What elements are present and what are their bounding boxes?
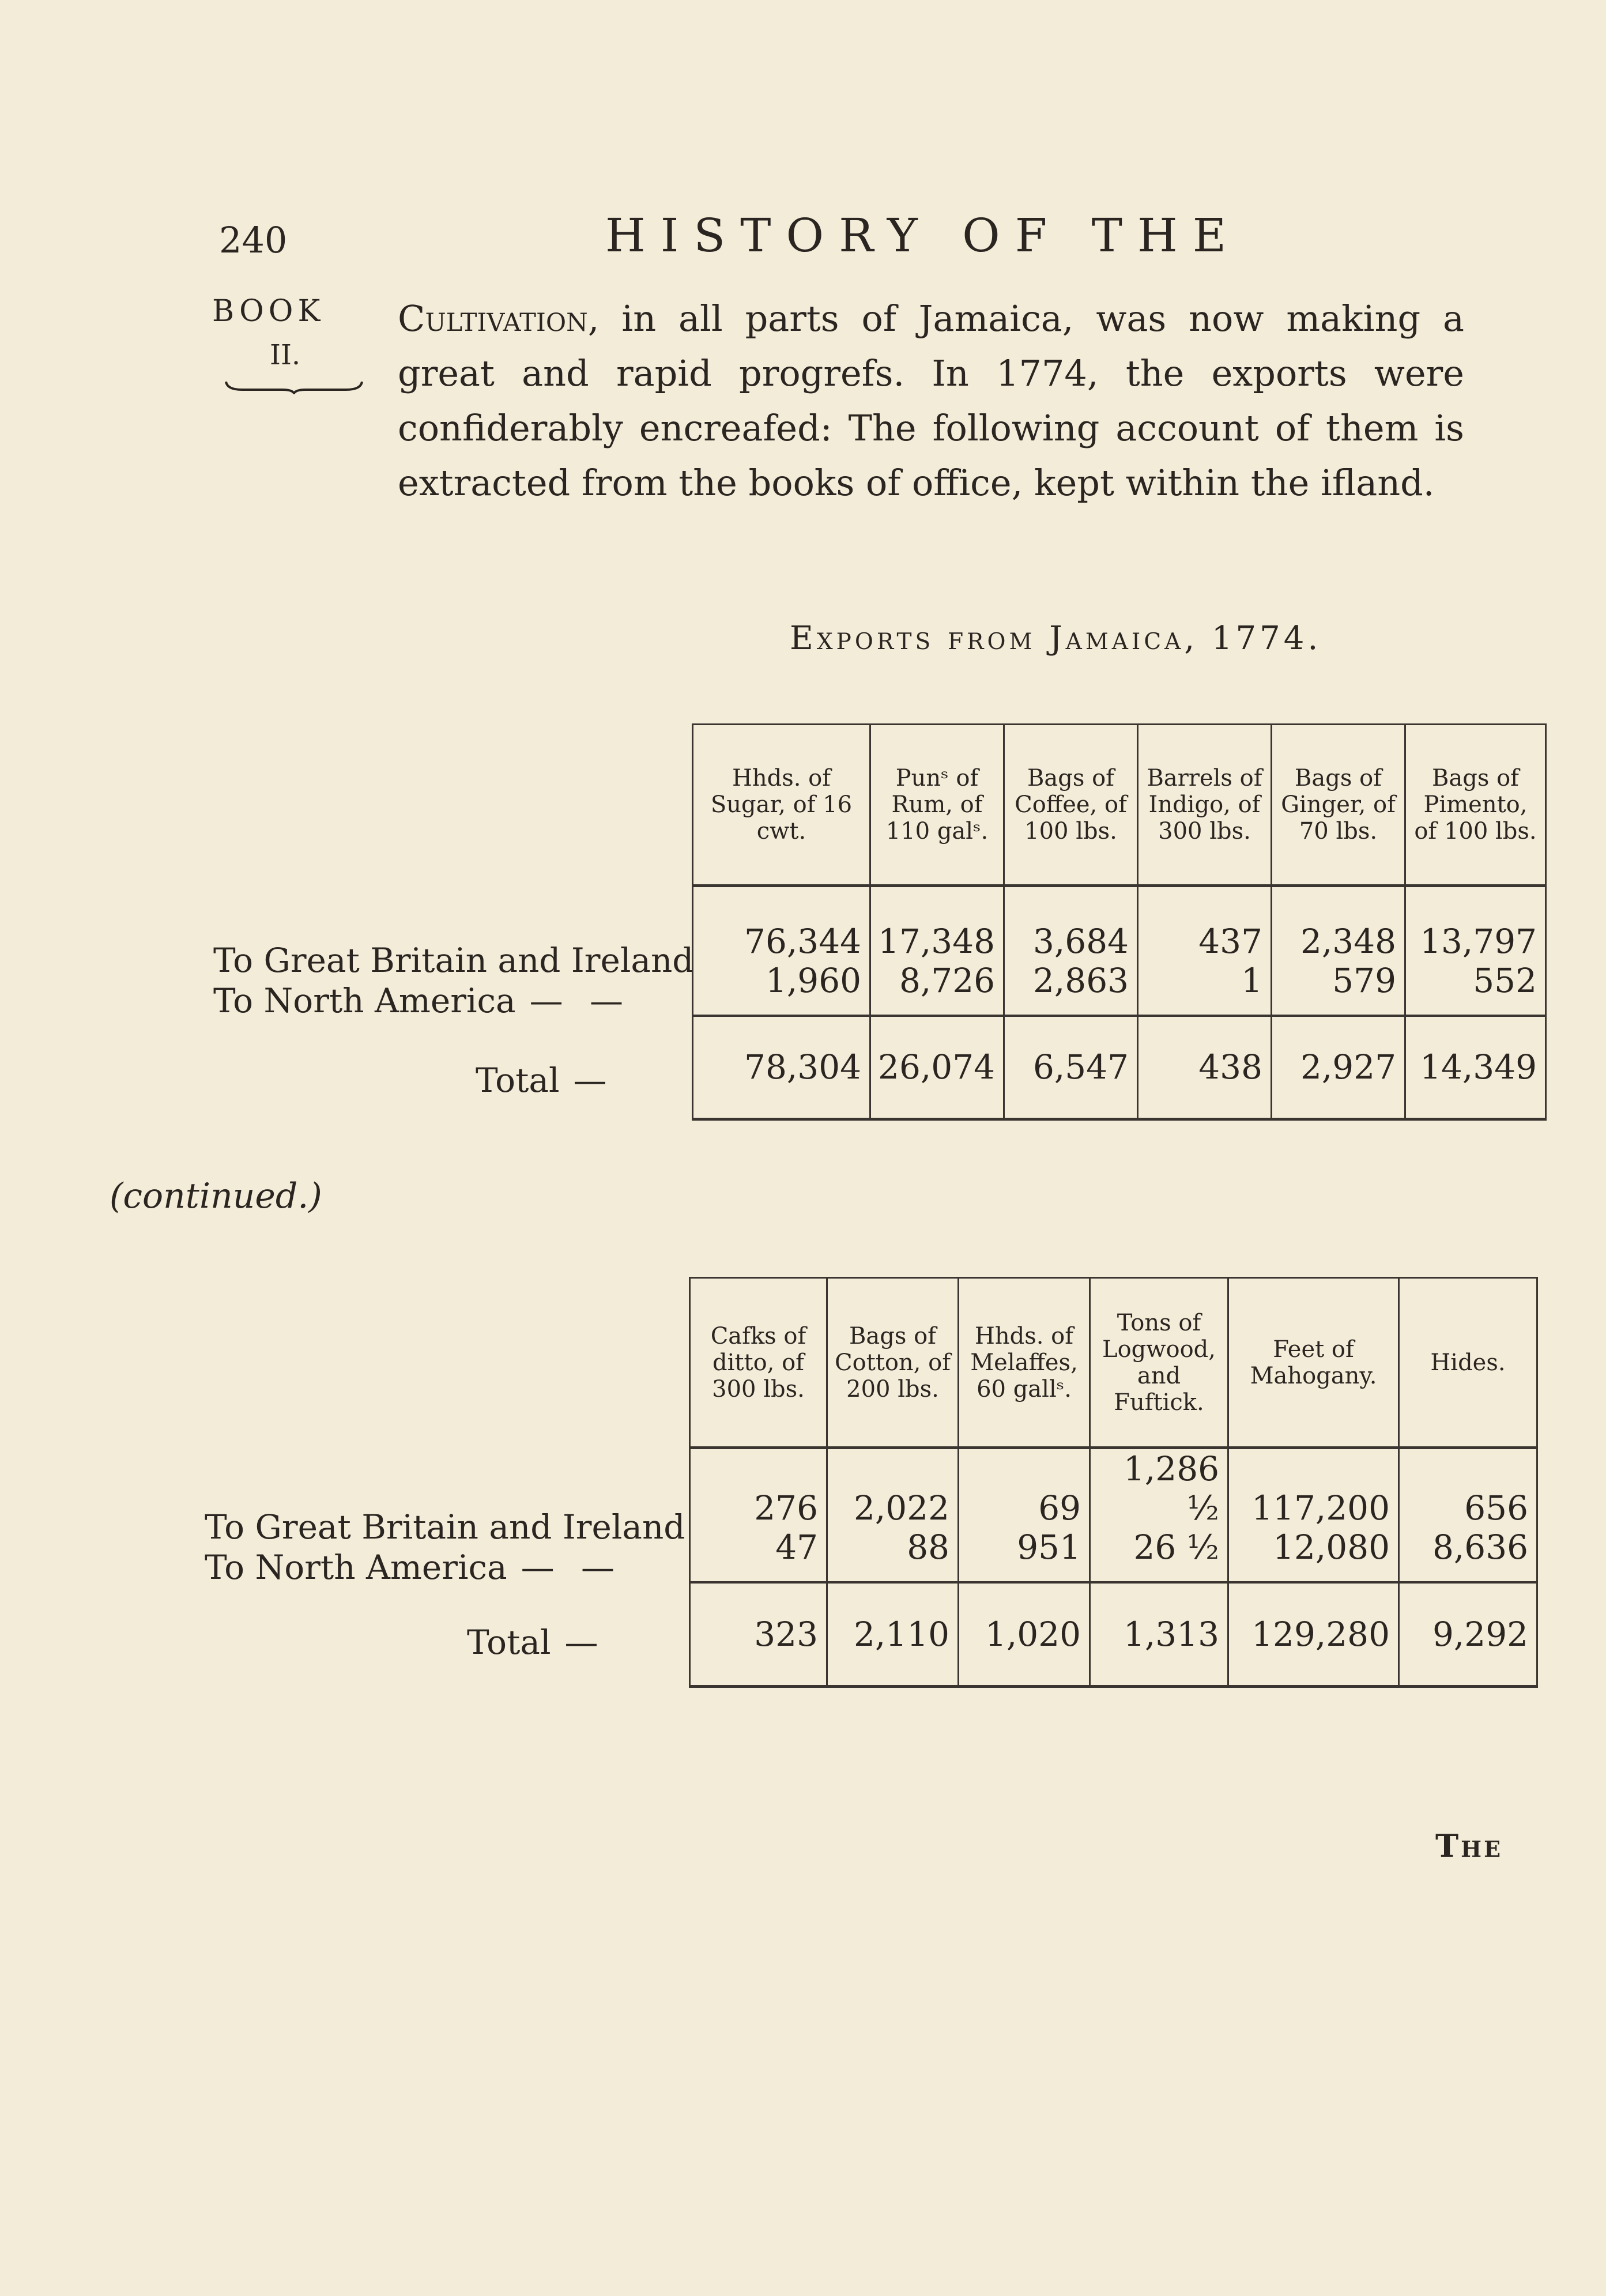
header-cell: Barrels of Indigo, of 300 lbs. [1138,725,1272,886]
book-brace-ornament [225,380,363,394]
header-cell: Hhds. of Melaffes, 60 gallˢ. [959,1278,1090,1448]
running-head: HISTORY OF THE [605,209,1242,262]
header-cell: Cafks of ditto, of 300 lbs. [690,1278,827,1448]
total-cell: 129,280 [1228,1582,1399,1686]
dash-leader: — — [529,981,632,1020]
exports-table-1 [692,723,1547,1121]
data-cell: 8,636 [1399,1528,1537,1582]
header-cell: Feet of Mahogany. [1228,1278,1399,1448]
data-cell: 2,022 [827,1448,959,1528]
dash-leader: — [573,1061,615,1100]
header-cell: Hides. [1399,1278,1537,1448]
total-cell: 2,110 [827,1582,959,1686]
total-cell: 78,304 [693,1016,870,1119]
row-label-text: Total [476,1061,560,1100]
body-paragraph [398,291,1464,510]
row-label-total [467,1623,606,1662]
paragraph-text: in all parts of Jamaica, was now making a great and rapid progrefs. In 1774, the exports were confiderably encreafed: The following account of them is extracted from the books of office, kept within the ifland. [398,297,1464,504]
dash-leader: — — [521,1548,623,1587]
book-label: BOOK [212,294,325,329]
row-label-text: Total [467,1623,551,1662]
total-cell: 323 [690,1582,827,1686]
data-cell: 2,348 [1272,886,1405,961]
data-cell: 2,863 [1004,961,1138,1016]
data-cell: 13,797 [1405,886,1546,961]
row-label-north-america [205,1548,623,1587]
paragraph-lead: Cultivation, [398,297,600,340]
total-cell: 438 [1138,1016,1272,1119]
data-cell: 26 ½ [1090,1528,1228,1582]
data-cell: 69 [959,1448,1090,1528]
data-cell: 1,960 [693,961,870,1016]
data-cell: 17,348 [870,886,1004,961]
header-cell: Tons of Logwood, and Fuftick. [1090,1278,1228,1448]
total-cell: 1,020 [959,1582,1090,1686]
data-cell: 1,286 ½ [1090,1448,1228,1528]
row-label-text: To North America [205,1548,507,1587]
data-cell: 951 [959,1528,1090,1582]
row-label-north-america [213,981,631,1020]
data-cell: 656 [1399,1448,1537,1528]
header-cell: Punˢ of Rum, of 110 galˢ. [870,725,1004,886]
exports-table-2 [689,1277,1538,1688]
continued-label: (continued.) [110,1176,322,1216]
book-number: II. [270,339,301,371]
row-label-great-britain: To Great Britain and Ireland [213,941,694,980]
data-cell: 1 [1138,961,1272,1016]
catchword: The [1435,1827,1503,1864]
page-number: 240 [219,219,288,261]
row-label-total [476,1061,615,1100]
header-cell: Bags of Coffee, of 100 lbs. [1004,725,1138,886]
table-title: Exports from Jamaica, 1774. [790,620,1322,657]
data-cell: 117,200 [1228,1448,1399,1528]
data-cell: 12,080 [1228,1528,1399,1582]
data-cell: 437 [1138,886,1272,961]
data-cell: 76,344 [693,886,870,961]
total-cell: 26,074 [870,1016,1004,1119]
header-cell: Hhds. of Sugar, of 16 cwt. [693,725,870,886]
header-cell: Bags of Pimento, of 100 lbs. [1405,725,1546,886]
total-cell: 2,927 [1272,1016,1405,1119]
total-cell: 6,547 [1004,1016,1138,1119]
header-cell: Bags of Ginger, of 70 lbs. [1272,725,1405,886]
data-cell: 276 [690,1448,827,1528]
row-label-great-britain: To Great Britain and Ireland [205,1507,685,1547]
data-cell: 8,726 [870,961,1004,1016]
total-cell: 1,313 [1090,1582,1228,1686]
total-cell: 9,292 [1399,1582,1537,1686]
row-label-text: To North America [213,981,516,1020]
data-cell: 88 [827,1528,959,1582]
data-cell: 3,684 [1004,886,1138,961]
data-cell: 579 [1272,961,1405,1016]
data-cell: 552 [1405,961,1546,1016]
data-cell: 47 [690,1528,827,1582]
total-cell: 14,349 [1405,1016,1546,1119]
dash-leader: — [564,1623,606,1662]
header-cell: Bags of Cotton, of 200 lbs. [827,1278,959,1448]
